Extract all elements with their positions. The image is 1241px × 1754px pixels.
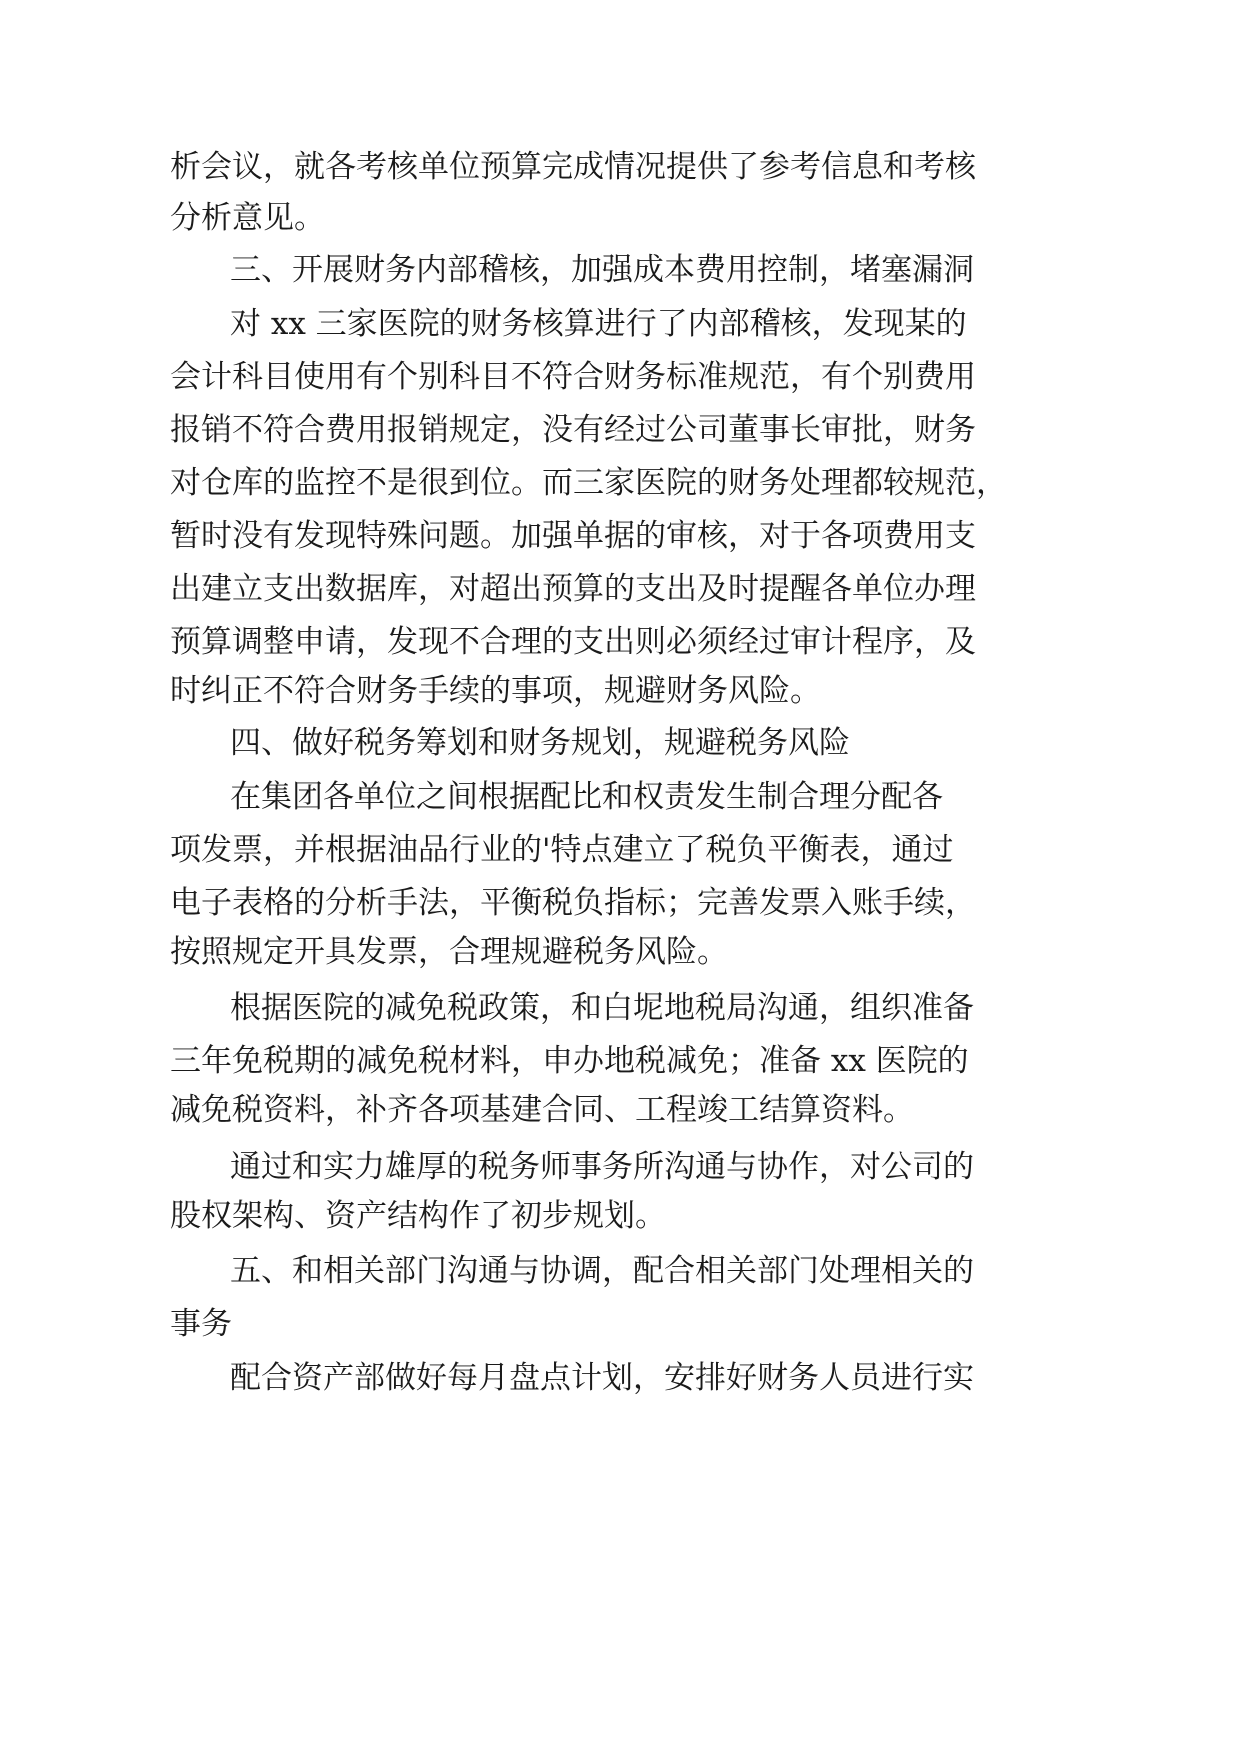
text-line: 电子表格的分析手法，平衡税负指标；完善发票入账手续， bbox=[170, 885, 976, 921]
text-line: 出建立支出数据库，对超出预算的支出及时提醒各单位办理 bbox=[170, 571, 976, 607]
text-line: 配合资产部做好每月盘点计划，安排好财务人员进行实 bbox=[230, 1360, 974, 1396]
text-line: 析会议，就各考核单位预算完成情况提供了参考信息和考核 bbox=[170, 149, 976, 185]
text-line: 通过和实力雄厚的税务师事务所沟通与协作，对公司的 bbox=[230, 1149, 974, 1185]
text-line: 按照规定开具发票，合理规避税务风险。 bbox=[170, 934, 728, 970]
section-heading: 三、开展财务内部稽核，加强成本费用控制，堵塞漏洞 bbox=[230, 252, 974, 288]
text-line: 时纠正不符合财务手续的事项，规避财务风险。 bbox=[170, 673, 821, 709]
text-line: 会计科目使用有个别科目不符合财务标准规范，有个别费用 bbox=[170, 359, 976, 395]
text-line: 三年免税期的减免税材料，申办地税减免；准备 xx 医院的 bbox=[170, 1043, 969, 1079]
text-line: 对仓库的监控不是很到位。而三家医院的财务处理都较规范， bbox=[170, 465, 1007, 501]
text-line: 报销不符合费用报销规定，没有经过公司董事长审批，财务 bbox=[170, 412, 976, 448]
text-line: 在集团各单位之间根据配比和权责发生制合理分配各 bbox=[230, 779, 943, 815]
section-heading: 五、和相关部门沟通与协调，配合相关部门处理相关的 bbox=[230, 1253, 974, 1289]
text-line: 分析意见。 bbox=[170, 200, 325, 236]
text-line: 预算调整申请，发现不合理的支出则必须经过审计程序，及 bbox=[170, 624, 976, 660]
text-line: 暂时没有发现特殊问题。加强单据的审核，对于各项费用支 bbox=[170, 518, 976, 554]
text-line: 对 xx 三家医院的财务核算进行了内部稽核，发现某的 bbox=[230, 306, 967, 342]
text-line: 股权架构、资产结构作了初步规划。 bbox=[170, 1198, 666, 1234]
text-line: 根据医院的减免税政策，和白坭地税局沟通，组织准备 bbox=[230, 990, 974, 1026]
section-heading-continued: 事务 bbox=[170, 1306, 232, 1342]
section-heading: 四、做好税务筹划和财务规划，规避税务风险 bbox=[230, 725, 850, 761]
text-line: 减免税资料，补齐各项基建合同、工程竣工结算资料。 bbox=[170, 1092, 914, 1128]
text-line: 项发票，并根据油品行业的'特点建立了税负平衡表，通过 bbox=[170, 832, 954, 868]
